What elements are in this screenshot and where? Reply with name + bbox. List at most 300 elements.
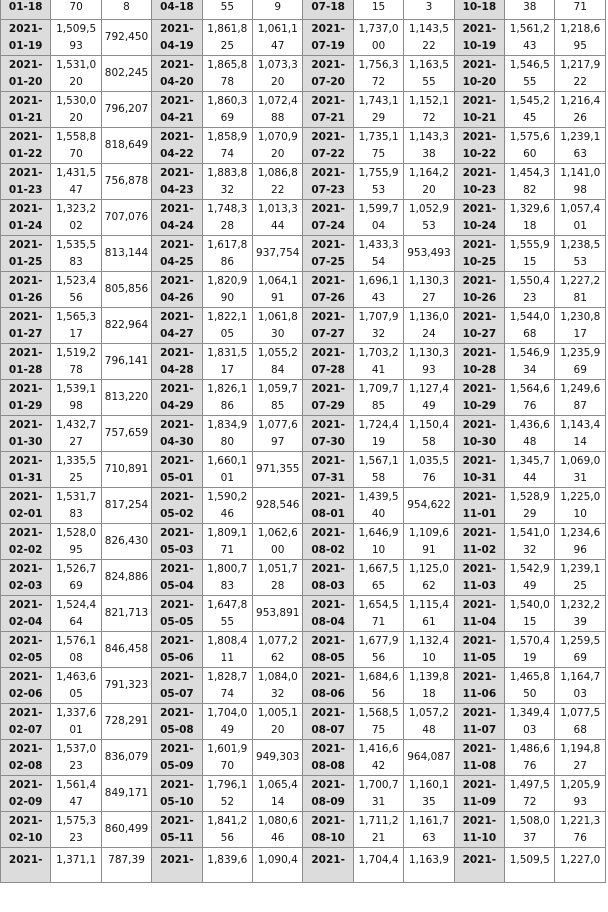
value-cell-a: 1,796,152 xyxy=(202,776,252,812)
date-cell: 2021-04-28 xyxy=(152,344,202,380)
date-cell: 2021-11-08 xyxy=(454,740,504,776)
value-cell-a: 1,335,525 xyxy=(51,452,101,488)
date-cell: 2021-08-03 xyxy=(303,560,353,596)
value-cell-b: 1,143,522 xyxy=(404,20,454,56)
value-cell-a: 1,546,934 xyxy=(505,344,555,380)
value-cell-b: 1,160,135 xyxy=(404,776,454,812)
date-cell: 2021-01-21 xyxy=(1,92,51,128)
value-cell-b: 818,649 xyxy=(101,128,151,164)
value-cell-b: 1,161,763 xyxy=(404,812,454,848)
value-cell-a: 1,800,783 xyxy=(202,560,252,596)
value-cell-a: 1,809,171 xyxy=(202,524,252,560)
table-row xyxy=(1,0,606,20)
value-cell-b: 1,084,032 xyxy=(253,668,303,704)
date-cell: 2021-07-30 xyxy=(303,416,353,452)
value-cell-a: 1,550,423 xyxy=(505,272,555,308)
date-cell: 2021-07-24 xyxy=(303,200,353,236)
value-cell-a: 1,667,565 xyxy=(353,560,403,596)
date-cell: 2021-01-23 xyxy=(1,164,51,200)
date-cell: 2021-08-09 xyxy=(303,776,353,812)
date-cell: 2021-10-31 xyxy=(454,452,504,488)
table-row xyxy=(1,452,606,488)
value-cell-b: 826,430 xyxy=(101,524,151,560)
value-cell-b: 707,076 xyxy=(101,200,151,236)
table-row xyxy=(1,848,606,883)
value-cell-b: 1,057,248 xyxy=(404,704,454,740)
value-cell-a: 1,528,929 xyxy=(505,488,555,524)
value-cell-a: 1,828,774 xyxy=(202,668,252,704)
value-cell-a: 1,542,949 xyxy=(505,560,555,596)
date-cell: 2021-04-22 xyxy=(152,128,202,164)
value-cell-b: 1,235,969 xyxy=(555,344,606,380)
date-cell: 2021-07-19 xyxy=(303,20,353,56)
value-cell-a: 1,509,593 xyxy=(51,20,101,56)
value-cell-a: 1,561,447 xyxy=(51,776,101,812)
table-row xyxy=(1,812,606,848)
date-cell: 2021-04-25 xyxy=(152,236,202,272)
value-cell-b: 849,171 xyxy=(101,776,151,812)
date-cell: 2021-11-06 xyxy=(454,668,504,704)
value-cell-a: 1,523,456 xyxy=(51,272,101,308)
value-cell-a: 1,707,932 xyxy=(353,308,403,344)
value-cell-a: 1,526,769 xyxy=(51,560,101,596)
value-cell-a: 1,531,020 xyxy=(51,56,101,92)
value-cell-b: 1,013,344 xyxy=(253,200,303,236)
table-row xyxy=(1,524,606,560)
table-row xyxy=(1,488,606,524)
value-cell-a: 1,709,785 xyxy=(353,380,403,416)
date-cell: 2021-01-19 xyxy=(1,20,51,56)
value-cell-a: 1,865,878 xyxy=(202,56,252,92)
value-cell-b: 1,070,920 xyxy=(253,128,303,164)
value-cell-a: 1,826,186 xyxy=(202,380,252,416)
value-cell-b: 836,079 xyxy=(101,740,151,776)
date-cell: 2021-07-23 xyxy=(303,164,353,200)
value-cell-a: 70 xyxy=(51,0,101,20)
value-cell-a: 1,486,676 xyxy=(505,740,555,776)
date-cell: 2021-02-04 xyxy=(1,596,51,632)
value-cell-b: 813,144 xyxy=(101,236,151,272)
date-cell: 2021-05-07 xyxy=(152,668,202,704)
date-cell: 2021-08-07 xyxy=(303,704,353,740)
date-cell: 2021-11-03 xyxy=(454,560,504,596)
value-cell-b: 1,072,488 xyxy=(253,92,303,128)
value-cell-b: 1,194,827 xyxy=(555,740,606,776)
value-cell-b: 860,499 xyxy=(101,812,151,848)
date-cell: 2021-02-03 xyxy=(1,560,51,596)
value-cell-b: 954,622 xyxy=(404,488,454,524)
value-cell-b: 1,216,426 xyxy=(555,92,606,128)
value-cell-a: 1,677,956 xyxy=(353,632,403,668)
date-cell: 2021-05-08 xyxy=(152,704,202,740)
value-cell-b: 1,234,696 xyxy=(555,524,606,560)
date-cell: 2021-05-04 xyxy=(152,560,202,596)
date-cell: 2021-02-05 xyxy=(1,632,51,668)
value-cell-b: 1,249,687 xyxy=(555,380,606,416)
value-cell-a: 1,654,571 xyxy=(353,596,403,632)
value-cell-a: 1,590,246 xyxy=(202,488,252,524)
date-cell: 2021-07-20 xyxy=(303,56,353,92)
value-cell-b: 787,39 xyxy=(101,848,151,883)
value-cell-b: 953,493 xyxy=(404,236,454,272)
value-cell-b: 953,891 xyxy=(253,596,303,632)
value-cell-b: 1,035,576 xyxy=(404,452,454,488)
value-cell-a: 1,841,256 xyxy=(202,812,252,848)
table-row xyxy=(1,344,606,380)
date-cell: 2021-10-21 xyxy=(454,92,504,128)
value-cell-a: 1,439,540 xyxy=(353,488,403,524)
value-cell-a: 1,568,575 xyxy=(353,704,403,740)
table-row xyxy=(1,740,606,776)
table-row xyxy=(1,20,606,56)
value-cell-b: 9 xyxy=(253,0,303,20)
value-cell-b: 1,205,993 xyxy=(555,776,606,812)
date-cell: 04-18 xyxy=(152,0,202,20)
value-cell-b: 928,546 xyxy=(253,488,303,524)
date-cell: 2021-10-25 xyxy=(454,236,504,272)
date-cell: 2021-01-30 xyxy=(1,416,51,452)
date-cell: 2021-02-08 xyxy=(1,740,51,776)
date-cell: 2021-07-31 xyxy=(303,452,353,488)
date-cell: 2021-10-22 xyxy=(454,128,504,164)
value-cell-b: 1,064,191 xyxy=(253,272,303,308)
value-cell-b: 1,143,414 xyxy=(555,416,606,452)
value-cell-a: 1,743,129 xyxy=(353,92,403,128)
value-cell-a: 1,647,855 xyxy=(202,596,252,632)
value-cell-b: 1,077,262 xyxy=(253,632,303,668)
value-cell-a: 1,735,175 xyxy=(353,128,403,164)
value-cell-a: 1,497,572 xyxy=(505,776,555,812)
table-row xyxy=(1,632,606,668)
value-cell-b: 1,143,338 xyxy=(404,128,454,164)
value-cell-b: 949,303 xyxy=(253,740,303,776)
value-cell-b: 1,227,0 xyxy=(555,848,606,883)
date-cell: 2021-05-01 xyxy=(152,452,202,488)
value-cell-a: 1,860,369 xyxy=(202,92,252,128)
value-cell-b: 1,061,830 xyxy=(253,308,303,344)
date-cell: 2021-05-05 xyxy=(152,596,202,632)
date-cell: 2021-08-05 xyxy=(303,632,353,668)
value-cell-a: 1,599,704 xyxy=(353,200,403,236)
value-cell-b: 1,077,568 xyxy=(555,704,606,740)
value-cell-a: 1,371,1 xyxy=(51,848,101,883)
date-cell: 2021-08-06 xyxy=(303,668,353,704)
table-row xyxy=(1,56,606,92)
value-cell-a: 1,858,974 xyxy=(202,128,252,164)
value-cell-a: 1,416,642 xyxy=(353,740,403,776)
date-cell: 2021-10-26 xyxy=(454,272,504,308)
value-cell-a: 1,684,656 xyxy=(353,668,403,704)
date-cell: 2021-02-06 xyxy=(1,668,51,704)
value-cell-b: 964,087 xyxy=(404,740,454,776)
date-cell: 2021-04-19 xyxy=(152,20,202,56)
value-cell-b: 1,125,062 xyxy=(404,560,454,596)
date-cell: 2021- xyxy=(303,848,353,883)
value-cell-b: 1,077,697 xyxy=(253,416,303,452)
date-cell: 2021-01-27 xyxy=(1,308,51,344)
value-cell-b: 1,136,024 xyxy=(404,308,454,344)
date-cell: 2021-07-27 xyxy=(303,308,353,344)
value-cell-a: 1,323,202 xyxy=(51,200,101,236)
value-cell-b: 3 xyxy=(404,0,454,20)
date-cell: 2021- xyxy=(1,848,51,883)
value-cell-a: 1,617,886 xyxy=(202,236,252,272)
value-cell-a: 1,530,020 xyxy=(51,92,101,128)
value-cell-b: 821,713 xyxy=(101,596,151,632)
value-cell-b: 1,051,728 xyxy=(253,560,303,596)
date-cell: 2021-05-02 xyxy=(152,488,202,524)
value-cell-b: 1,164,220 xyxy=(404,164,454,200)
value-cell-b: 792,450 xyxy=(101,20,151,56)
date-cell: 2021-05-10 xyxy=(152,776,202,812)
date-cell: 2021-10-19 xyxy=(454,20,504,56)
value-cell-b: 1,230,817 xyxy=(555,308,606,344)
table-row xyxy=(1,308,606,344)
date-cell: 2021-08-02 xyxy=(303,524,353,560)
value-cell-a: 1,567,158 xyxy=(353,452,403,488)
value-cell-a: 15 xyxy=(353,0,403,20)
date-cell: 2021-02-02 xyxy=(1,524,51,560)
value-cell-a: 1,756,372 xyxy=(353,56,403,92)
value-cell-b: 1,217,922 xyxy=(555,56,606,92)
date-cell: 2021-01-28 xyxy=(1,344,51,380)
value-cell-a: 1,808,411 xyxy=(202,632,252,668)
value-cell-b: 1,059,785 xyxy=(253,380,303,416)
value-cell-b: 1,057,401 xyxy=(555,200,606,236)
value-cell-b: 937,754 xyxy=(253,236,303,272)
value-cell-a: 1,436,648 xyxy=(505,416,555,452)
table-row xyxy=(1,596,606,632)
value-cell-b: 1,065,414 xyxy=(253,776,303,812)
value-cell-a: 1,528,095 xyxy=(51,524,101,560)
table-row xyxy=(1,704,606,740)
value-cell-b: 1,227,281 xyxy=(555,272,606,308)
date-cell: 2021-07-25 xyxy=(303,236,353,272)
table-row xyxy=(1,668,606,704)
date-cell: 2021-07-28 xyxy=(303,344,353,380)
value-cell-a: 55 xyxy=(202,0,252,20)
value-cell-a: 1,531,783 xyxy=(51,488,101,524)
date-cell: 2021-08-01 xyxy=(303,488,353,524)
value-cell-b: 1,109,691 xyxy=(404,524,454,560)
value-cell-b: 1,152,172 xyxy=(404,92,454,128)
value-cell-b: 1,259,569 xyxy=(555,632,606,668)
table-row xyxy=(1,128,606,164)
value-cell-a: 1,454,382 xyxy=(505,164,555,200)
date-cell: 2021-10-30 xyxy=(454,416,504,452)
value-cell-a: 1,546,555 xyxy=(505,56,555,92)
value-cell-a: 1,555,915 xyxy=(505,236,555,272)
date-cell: 10-18 xyxy=(454,0,504,20)
value-cell-b: 846,458 xyxy=(101,632,151,668)
value-cell-b: 1,163,9 xyxy=(404,848,454,883)
value-cell-a: 1,704,049 xyxy=(202,704,252,740)
table-row xyxy=(1,272,606,308)
value-cell-a: 1,704,4 xyxy=(353,848,403,883)
value-cell-b: 1,130,393 xyxy=(404,344,454,380)
value-cell-a: 1,345,744 xyxy=(505,452,555,488)
date-cell: 2021-01-29 xyxy=(1,380,51,416)
value-cell-a: 1,755,953 xyxy=(353,164,403,200)
date-cell: 2021-02-07 xyxy=(1,704,51,740)
table-row xyxy=(1,776,606,812)
value-cell-b: 1,225,010 xyxy=(555,488,606,524)
value-cell-b: 1,080,646 xyxy=(253,812,303,848)
date-cell: 2021-04-29 xyxy=(152,380,202,416)
value-cell-b: 971,355 xyxy=(253,452,303,488)
date-cell: 2021- xyxy=(454,848,504,883)
value-cell-b: 1,061,147 xyxy=(253,20,303,56)
value-cell-a: 1,696,143 xyxy=(353,272,403,308)
value-cell-b: 802,245 xyxy=(101,56,151,92)
value-cell-b: 1,139,818 xyxy=(404,668,454,704)
value-cell-a: 1,711,221 xyxy=(353,812,403,848)
value-cell-a: 1,564,676 xyxy=(505,380,555,416)
value-cell-a: 1,834,980 xyxy=(202,416,252,452)
value-cell-a: 1,576,108 xyxy=(51,632,101,668)
value-cell-b: 1,069,031 xyxy=(555,452,606,488)
date-cell: 2021-05-06 xyxy=(152,632,202,668)
value-cell-b: 8 xyxy=(101,0,151,20)
value-cell-a: 1,575,323 xyxy=(51,812,101,848)
date-cell: 2021-04-23 xyxy=(152,164,202,200)
value-cell-a: 1,883,832 xyxy=(202,164,252,200)
value-cell-a: 1,540,015 xyxy=(505,596,555,632)
value-cell-b: 1,232,239 xyxy=(555,596,606,632)
value-cell-a: 1,561,243 xyxy=(505,20,555,56)
value-cell-a: 1,432,727 xyxy=(51,416,101,452)
value-cell-a: 1,465,850 xyxy=(505,668,555,704)
date-cell: 2021-07-26 xyxy=(303,272,353,308)
value-cell-a: 1,509,5 xyxy=(505,848,555,883)
date-cell: 2021-11-05 xyxy=(454,632,504,668)
date-cell: 2021-11-01 xyxy=(454,488,504,524)
value-cell-a: 1,646,910 xyxy=(353,524,403,560)
table-row xyxy=(1,560,606,596)
date-cell: 2021-04-20 xyxy=(152,56,202,92)
date-cell: 2021-04-24 xyxy=(152,200,202,236)
date-cell: 2021-11-07 xyxy=(454,704,504,740)
date-cell: 2021-04-30 xyxy=(152,416,202,452)
value-cell-a: 1,601,970 xyxy=(202,740,252,776)
date-cell: 2021-01-31 xyxy=(1,452,51,488)
value-cell-a: 38 xyxy=(505,0,555,20)
value-cell-b: 1,090,4 xyxy=(253,848,303,883)
value-cell-a: 1,544,068 xyxy=(505,308,555,344)
date-cell: 2021-11-02 xyxy=(454,524,504,560)
value-cell-a: 1,839,6 xyxy=(202,848,252,883)
value-cell-b: 1,127,449 xyxy=(404,380,454,416)
value-cell-a: 1,748,328 xyxy=(202,200,252,236)
value-cell-b: 1,130,327 xyxy=(404,272,454,308)
date-cell: 2021-01-25 xyxy=(1,236,51,272)
value-cell-a: 1,508,037 xyxy=(505,812,555,848)
date-cell: 2021-11-04 xyxy=(454,596,504,632)
value-cell-b: 1,055,284 xyxy=(253,344,303,380)
value-cell-a: 1,861,825 xyxy=(202,20,252,56)
value-cell-b: 822,964 xyxy=(101,308,151,344)
value-cell-a: 1,831,517 xyxy=(202,344,252,380)
value-cell-a: 1,660,101 xyxy=(202,452,252,488)
value-cell-b: 71 xyxy=(555,0,606,20)
date-cell: 2021-08-10 xyxy=(303,812,353,848)
table-row xyxy=(1,380,606,416)
value-cell-a: 1,575,660 xyxy=(505,128,555,164)
value-cell-b: 1,005,120 xyxy=(253,704,303,740)
date-cell: 2021-01-24 xyxy=(1,200,51,236)
value-cell-a: 1,329,618 xyxy=(505,200,555,236)
value-cell-a: 1,570,419 xyxy=(505,632,555,668)
value-cell-a: 1,545,245 xyxy=(505,92,555,128)
date-cell: 2021-10-23 xyxy=(454,164,504,200)
value-cell-a: 1,537,023 xyxy=(51,740,101,776)
value-cell-a: 1,541,032 xyxy=(505,524,555,560)
value-cell-b: 710,891 xyxy=(101,452,151,488)
date-cell: 07-18 xyxy=(303,0,353,20)
value-cell-a: 1,724,419 xyxy=(353,416,403,452)
value-cell-b: 1,164,703 xyxy=(555,668,606,704)
value-cell-b: 1,141,098 xyxy=(555,164,606,200)
table-row xyxy=(1,236,606,272)
value-cell-a: 1,737,000 xyxy=(353,20,403,56)
date-cell: 2021-10-27 xyxy=(454,308,504,344)
date-cell: 2021-05-09 xyxy=(152,740,202,776)
value-cell-a: 1,337,601 xyxy=(51,704,101,740)
value-cell-a: 1,433,354 xyxy=(353,236,403,272)
value-cell-b: 756,878 xyxy=(101,164,151,200)
value-cell-b: 824,886 xyxy=(101,560,151,596)
date-cell: 2021-07-21 xyxy=(303,92,353,128)
table-row xyxy=(1,164,606,200)
date-cell: 2021-05-03 xyxy=(152,524,202,560)
date-cell: 2021-04-27 xyxy=(152,308,202,344)
value-cell-b: 1,052,953 xyxy=(404,200,454,236)
date-cell: 2021-08-08 xyxy=(303,740,353,776)
date-cell: 2021-07-22 xyxy=(303,128,353,164)
date-cell: 2021-02-01 xyxy=(1,488,51,524)
value-cell-a: 1,463,605 xyxy=(51,668,101,704)
value-cell-b: 1,132,410 xyxy=(404,632,454,668)
value-cell-b: 805,856 xyxy=(101,272,151,308)
value-cell-a: 1,700,731 xyxy=(353,776,403,812)
value-cell-a: 1,822,105 xyxy=(202,308,252,344)
value-cell-a: 1,431,547 xyxy=(51,164,101,200)
value-cell-b: 1,239,163 xyxy=(555,128,606,164)
date-cell: 2021- xyxy=(152,848,202,883)
date-cell: 2021-04-21 xyxy=(152,92,202,128)
date-cell: 2021-10-28 xyxy=(454,344,504,380)
value-cell-a: 1,539,198 xyxy=(51,380,101,416)
value-cell-b: 1,086,822 xyxy=(253,164,303,200)
date-cell: 2021-08-04 xyxy=(303,596,353,632)
value-cell-b: 817,254 xyxy=(101,488,151,524)
value-cell-b: 1,218,695 xyxy=(555,20,606,56)
value-cell-b: 1,163,555 xyxy=(404,56,454,92)
value-cell-b: 1,062,600 xyxy=(253,524,303,560)
value-cell-b: 1,073,320 xyxy=(253,56,303,92)
date-cell: 2021-11-09 xyxy=(454,776,504,812)
value-cell-a: 1,519,278 xyxy=(51,344,101,380)
value-cell-b: 796,207 xyxy=(101,92,151,128)
date-cell: 2021-01-26 xyxy=(1,272,51,308)
value-cell-a: 1,535,583 xyxy=(51,236,101,272)
date-cell: 2021-10-24 xyxy=(454,200,504,236)
date-cell: 2021-02-10 xyxy=(1,812,51,848)
value-cell-a: 1,349,403 xyxy=(505,704,555,740)
value-cell-b: 796,141 xyxy=(101,344,151,380)
value-cell-b: 728,291 xyxy=(101,704,151,740)
value-cell-b: 791,323 xyxy=(101,668,151,704)
